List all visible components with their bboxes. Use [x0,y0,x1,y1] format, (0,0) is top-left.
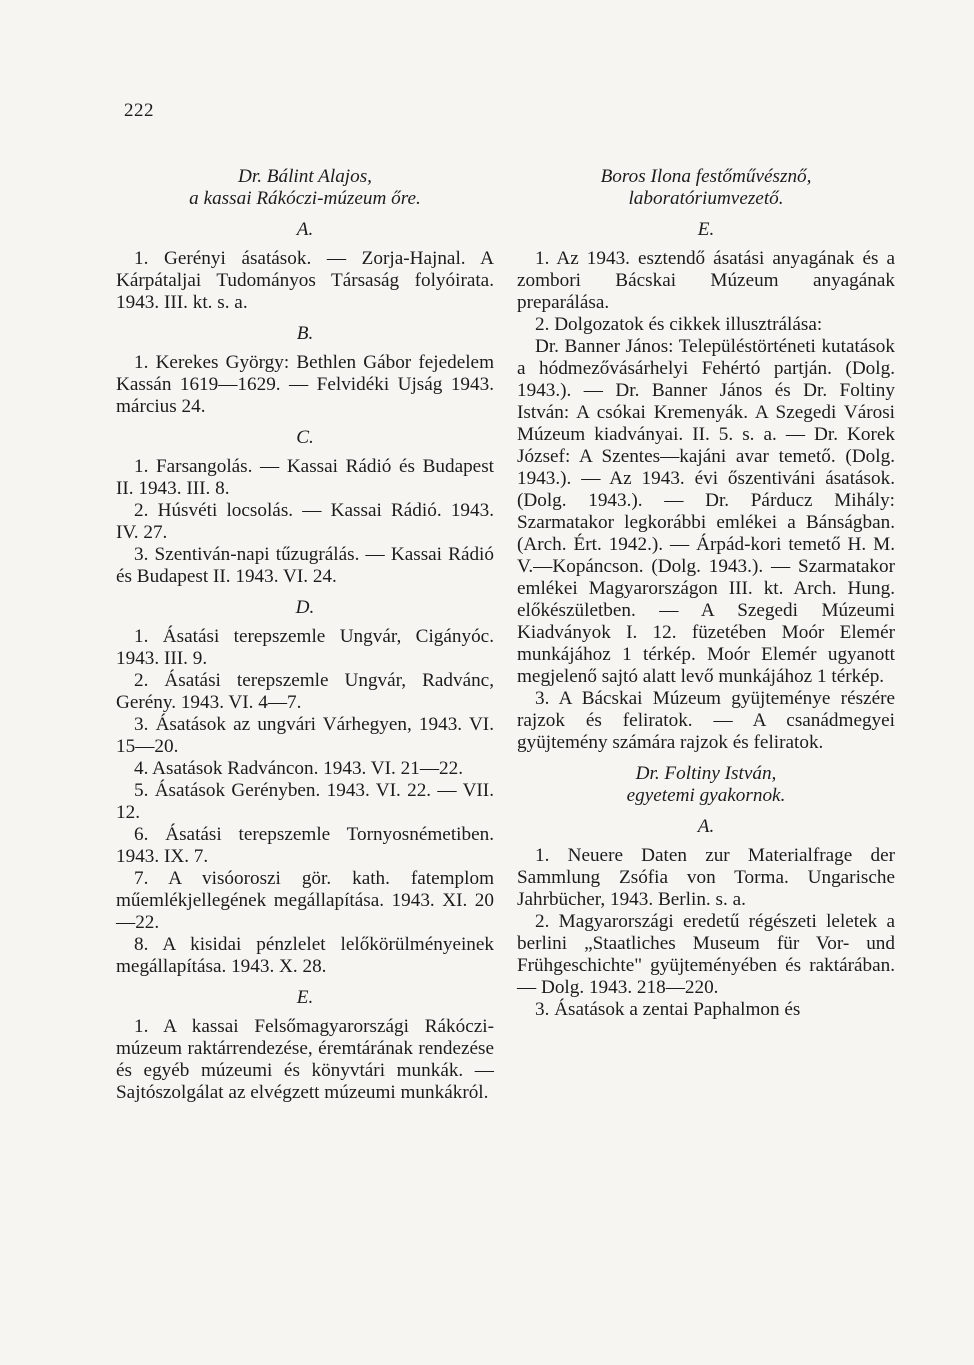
author-name: Dr. Bálint Alajos, [238,166,372,187]
section-letter-c: C. [296,427,314,448]
section-letter-e: E. [697,219,715,240]
list-item: 1. A kassai Felsőmagyarországi Rákóczi-múzeum raktárrendezése, éremtárának rendezése és egyéb múzeumi és könyvtári munkák. — Sajtószolgálat az elvégzett múzeumi munkákról. [116,1016,494,1103]
author-name: Dr. Foltiny István, [635,763,777,784]
list-item: 2. Magyarországi eredetű régészeti leletek a berlini „Staatliches Museum für Vor- und Frühgeschichte" gyüjteményében és raktárában. — Dolg. 1943. 218—220. [517,911,895,998]
author-title: laboratóriumvezető. [628,188,784,209]
section-letter-a: A. [296,219,314,240]
page-number: 222 [124,100,154,121]
list-item: 1. Neuere Daten zur Materialfrage der Sammlung Zsófia von Torma. Ungarische Jahrbücher, 1943. Berlin. s. a. [517,845,895,910]
list-item: 3. A Bácskai Múzeum gyüjteménye részére rajzok és feliratok. — A csanádmegyei gyüjtemény számára rajzok és feliratok. [517,688,895,753]
list-item: 2. Húsvéti locsolás. — Kassai Rádió. 1943. IV. 27. [116,500,494,543]
list-item: 4. Asatások Radváncon. 1943. VI. 21—22. [134,758,463,779]
list-item: 3. Ásatások a zentai Paphalmon és [535,999,801,1020]
list-item: 6. Ásatási terepszemle Tornyosnémetiben. 1943. IX. 7. [116,824,494,867]
author-title: egyetemi gyakornok. [626,785,786,806]
section-letter-b: B. [296,323,314,344]
list-item: 8. A kisidai pénzlelet lelőkörülményeinek megállapítása. 1943. X. 28. [116,934,494,977]
list-item: 2. Ásatási terepszemle Ungvár, Radvánc, Gerény. 1943. VI. 4—7. [116,670,494,713]
list-item: 3. Szentiván-napi tűzugrálás. — Kassai Rádió és Budapest II. 1943. VI. 24. [116,544,494,587]
right-column [517,166,895,1021]
list-item: Dr. Banner János: Településtörténeti kutatások a hódmezővásárhelyi Fehértó partján. (Dolg. 1943.). — Dr. Banner János és Dr. Foltiny István: A csókai Kremenyák. A Szegedi Városi Múzeum kiadványai. II. 5. s. a. — Dr. Korek József: A Szentes—kajáni avar temető. (Dolg. 1943.). — Az 1943. évi őszentiváni ásatások. (Dolg. 1943.). — Dr. Párducz Mihály: Szarmatakor legkorábbi emlékei a Bánságban. (Arch. Ért. 1942.). — Árpád-kori temető H. M. V.—Kopáncson. (Dolg. 1943.). — Szarmatakor emlékei Magyarországon III. kt. Arch. Hung. előkészületben. — A Szegedi Múzeumi Kiadványok I. 12. füzetében Moór Elemér munkájához 1 térkép. Moór Elemér ugyanott megjelenő sajtó alatt levő munkájához 1 térkép. [517,336,895,687]
list-item: 1. Ásatási terepszemle Ungvár, Cigányóc. 1943. III. 9. [116,626,494,669]
list-item: 1. Farsangolás. — Kassai Rádió és Budapest II. 1943. III. 8. [116,456,494,499]
list-item: 1. Kerekes György: Bethlen Gábor fejedelem Kassán 1619—1629. — Felvidéki Ujság 1943. március 24. [116,352,494,417]
author-name: Boros Ilona festőművésznő, [600,166,812,187]
section-letter-e: E. [296,987,314,1008]
list-item: 1. Gerényi ásatások. — Zorja-Hajnal. A Kárpátaljai Tudományos Társaság folyóirata. 1943. III. kt. s. a. [116,248,494,313]
list-item: 2. Dolgozatok és cikkek illusztrálása: [535,314,823,335]
list-item: 3. Ásatások az ungvári Várhegyen, 1943. VI. 15—20. [116,714,494,757]
list-item: 5. Ásatások Gerényben. 1943. VI. 22. — VII. 12. [116,780,494,823]
section-letter-d: D. [295,597,315,618]
list-item: 7. A visóoroszi gör. kath. fatemplom műemlékjellegének megállapítása. 1943. XI. 20—22. [116,868,494,933]
author-title: a kassai Rákóczi-múzeum őre. [189,188,421,209]
section-letter-a: A. [697,816,715,837]
list-item: 1. Az 1943. esztendő ásatási anyagának és a zombori Bácskai Múzeum anyagának preparálása. [517,248,895,313]
left-column [116,166,494,1104]
